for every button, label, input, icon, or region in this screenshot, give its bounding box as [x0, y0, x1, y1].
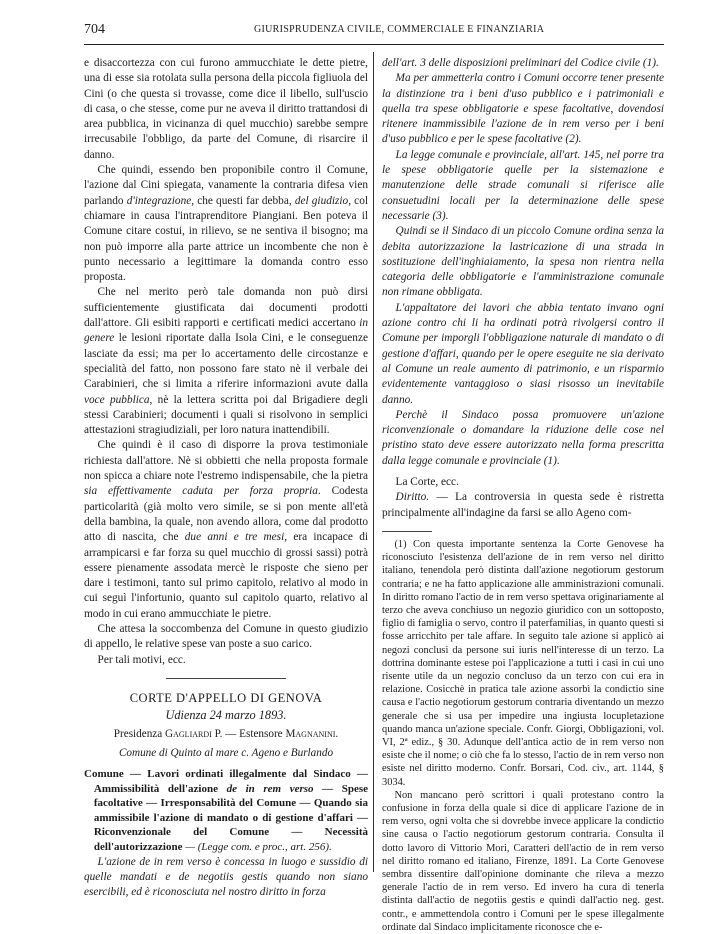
- presidency-line: Presidenza Gagliardi P. — Estensore Magnanini.: [113, 728, 339, 741]
- column-divider: [373, 52, 374, 872]
- paragraph: Diritto. — La controversia in questa sede è ristretta principalmente all'indagine da farsi se allo Ageno com-: [382, 491, 664, 519]
- paragraph: Che nel merito però tale domanda non può dirsi sufficientemente giustificata dai documenti prodotti dall'attore. Gli esibiti rapporti e certificati medici accertano in genere le lesioni riportate dalla Isola Cini, e le conseguenze lasciate da essi; ma per lo accertamento delle circostanze e specialità del fatto, non possono fare stato nè il verbale dei Carabinieri, che si limita a riferire informazioni avute dalla voce pubblica, nè la lettera scritta poi dal Brigadiere degli stessi Carabinieri; documenti i quali si risolvono in semplici attestazioni stragiudiziali, per loro natura inattendibili.: [84, 286, 368, 437]
- running-title: GIURISPRUDENZA CIVILE, COMMERCIALE E FINANZIARIA: [254, 24, 545, 35]
- paragraph: Che quindi è il caso di disporre la prova testimoniale richiesta dall'attore. Nè si obbietti che nella proposta formale non spicca a chiare note l'estremo indispensabile, che la pietra sia effettivamente caduta per forza propria. Codesta particolarità (già molto vero simile, se si pon mente all'età della bambina, la quale, non avendo allora, come dal prodotto atto di nascita, che due anni e tre mesi, era incapace di arrampicarsi e far forza su quel mucchio di grossi sassi) potrà essere pienamente assodata mercè le risposte che sieno per dare i testimoni, tanto sul primo capitolo, relativo al modo in cui seguì l'infortunio, quanto sul capitolo quarto, relativo al modo in cui erano ammucchiate le pietre.: [84, 439, 369, 620]
- paragraph: Per tali motivi, ecc.: [97, 653, 186, 666]
- headnote: Ma per ammetterla contro i Comuni occorre tener presente la distinzione tra i beni d'uso pubblico e i patrimoniali e quella tra spese obbligatorie e spese facoltative, dovendosi ritenere inammissibile l'azione de in rem verso per i beni d'uso pubblico e per le spese facoltative (2).: [382, 72, 664, 146]
- hearing-date: Udienza 24 marzo 1893.: [165, 708, 287, 723]
- left-column: [84, 56, 368, 901]
- header-rule: [84, 44, 664, 45]
- headnote: Quindi se il Sindaco di un piccolo Comune ordina senza la debita autorizzazione la lastricazione di una strada in sostituzione dell'inghiaiamento, la spesa non rientra nella categoria delle obbligatorie e l'amministrazione comunale non rimane obbligata.: [382, 225, 664, 299]
- court-heading: CORTE D'APPELLO DI GENOVA: [129, 690, 323, 705]
- headnote: dell'art. 3 delle disposizioni preliminari del Codice civile (1).: [382, 57, 659, 69]
- footnotes: [382, 538, 664, 934]
- footnote: (1) Con questa importante sentenza la Corte Genovese ha riconosciuto l'esistenza dell'azione de in rem verso nel diritto italiano, tenendola però distinta dall'azione negotiorum gestorum contraria; e ne ha fatto applicazione alle amministrazioni comunali. In diritto romano l'actio de in rem verso spettava originariamente al terzo che aveva conchiuso un negozio giuridico con un sottoposto, figlio di famiglia o servo, contro il paterfamilias, in quanto questi si fosse arricchito per tale affare. In seguito tale azione si applicò ai negozi conclusi da persone sui iuris nell'interesse di un terzo. La dottrina dominante estese poi l'applicazione a tutti i casi in cui uno risente utile da un negozio concluso da un terzo con cui era in relazione. Cosicchè in pratica tale azione assorbì la condictio sine causa e l'actio negotiorum gestorum contraria diventando un mezzo generale che si usa per impedire una ingiusta locupletazione quando manca un'azione speciale. Confr. Giorgi, Obbligazioni, vol. VI, 2ª ediz., § 30. Adunque dell'antica actio de in rem verso non esiste che il nome; o ciò che fa lo stesso, l'actio de in rem verso non esiste nel diritto moderno. Confr. Borsari, Cod. civ., art. 1144, § 3034.: [382, 538, 664, 788]
- headnote: L'azione de in rem verso è concessa in luogo e sussidio di quelle mandati e de negotiis gestis quando non siano esercibili, ed è riconosciuta nel nostro diritto in forza: [84, 855, 368, 899]
- paragraph: Che quindi, essendo ben proponibile contro il Comune, l'azione dal Cini spiegata, vanamente la contraria difesa vien parlando d'integrazione, che questi far debba, del giudizio, col chiamare in causa l'intraprenditore Piangiani. Ben poteva il Comune citare costui, in rilievo, se ne sentiva il bisogno; ma non può imporre alla parte attrice un incombente che non è punto necessario a legittimare la domanda contro esso proposta.: [84, 164, 368, 284]
- section-separator: [166, 678, 286, 679]
- headnote: Perchè il Sindaco possa promuovere un'azione riconvenzionale o domandare la riduzione delle cose nel pristino stato deve essere autorizzato nella forma prescritta dalla legge comunale e provinciale (1).: [382, 408, 664, 467]
- court-formula: La Corte, ecc.: [395, 476, 459, 489]
- case-parties: Comune di Quinto al mare c. Ageno e Burlando: [118, 746, 334, 759]
- page-header: [84, 22, 664, 42]
- footnote-rule: [382, 531, 432, 532]
- headnote: L'appaltatore dei lavori che abbia tentato invano ogni azione contro chi li ha ordinati potrà rivolgersi contro il Comune per imporgli l'obbligazione naturale di mandato o di gestione d'affari, quando per le opere eseguite ne sia derivato al Comune un reale aumento di patrimonio, e un risparmio evidentemente vantaggioso o siasi risosso un inevitabile danno.: [382, 301, 664, 406]
- right-column: [382, 56, 664, 934]
- paragraph: e disaccortezza con cui furono ammucchiate le dette pietre, una di esse sia rotolata sulla persona della piccola figliuola del Cini (o che questa si trovasse, come dice il libello, sull'uscio di casa, o che stesse, come pur ne aveva il diritto trattandosi di area pubblica, in vicinanza di quel mucchio) sarebbe sempre irrecusabile l'obbligo, da parte del Comune, di risarcire il danno.: [84, 57, 368, 161]
- case-maxim: Comune — Lavori ordinati illegalmente dal Sindaco — Ammissibilità dell'azione de in rem verso — Spese facoltative — Irresponsabilità del Comune — Quando sia ammissibile l'azione di mandato o di gestione d'affari — Riconvenzionale del Comune — Necessità dell'autorizzazione — (Legge com. e proc., art. 256).: [84, 768, 369, 854]
- footnote: Non mancano però scrittori i quali protestano contro la confusione in forza della quale si dice di applicare l'azione de in rem verso, ogni volta che si dovrebbe invece applicare la condictio sine causa o l'actio negotiorum gestorum contraria. Consulta il dotto lavoro di Vittorio Mori, Caratteri dell'actio de in rem verso nel diritto romano ed italiano, Firenze, 1891. La Corte Genovese sembra dissentire dall'opinione dominante che rileva a mezzo generale l'actio de in rem verso. Ed invero ha cura di tenerla distinta dall'actio de negotiis gestis e quindi dall'actio neg. gest. contr., e ammettendola contro i Comuni per le spese illegalmente ordinate dal Sindaco implicitamente riconosce che e-: [382, 789, 664, 933]
- headnote: La legge comunale e provinciale, all'art. 145, nel porre tra le spese obbligatorie quelle per la sistemazione e manutenzione delle strade comunali si riferisce alle consuetudini locali per la determinazione delle spese necessarie (3).: [382, 148, 664, 222]
- page-number: 704: [84, 22, 105, 37]
- paragraph: Che attesa la soccombenza del Comune in questo giudizio di appello, le relative spese van poste a suo carico.: [84, 622, 368, 651]
